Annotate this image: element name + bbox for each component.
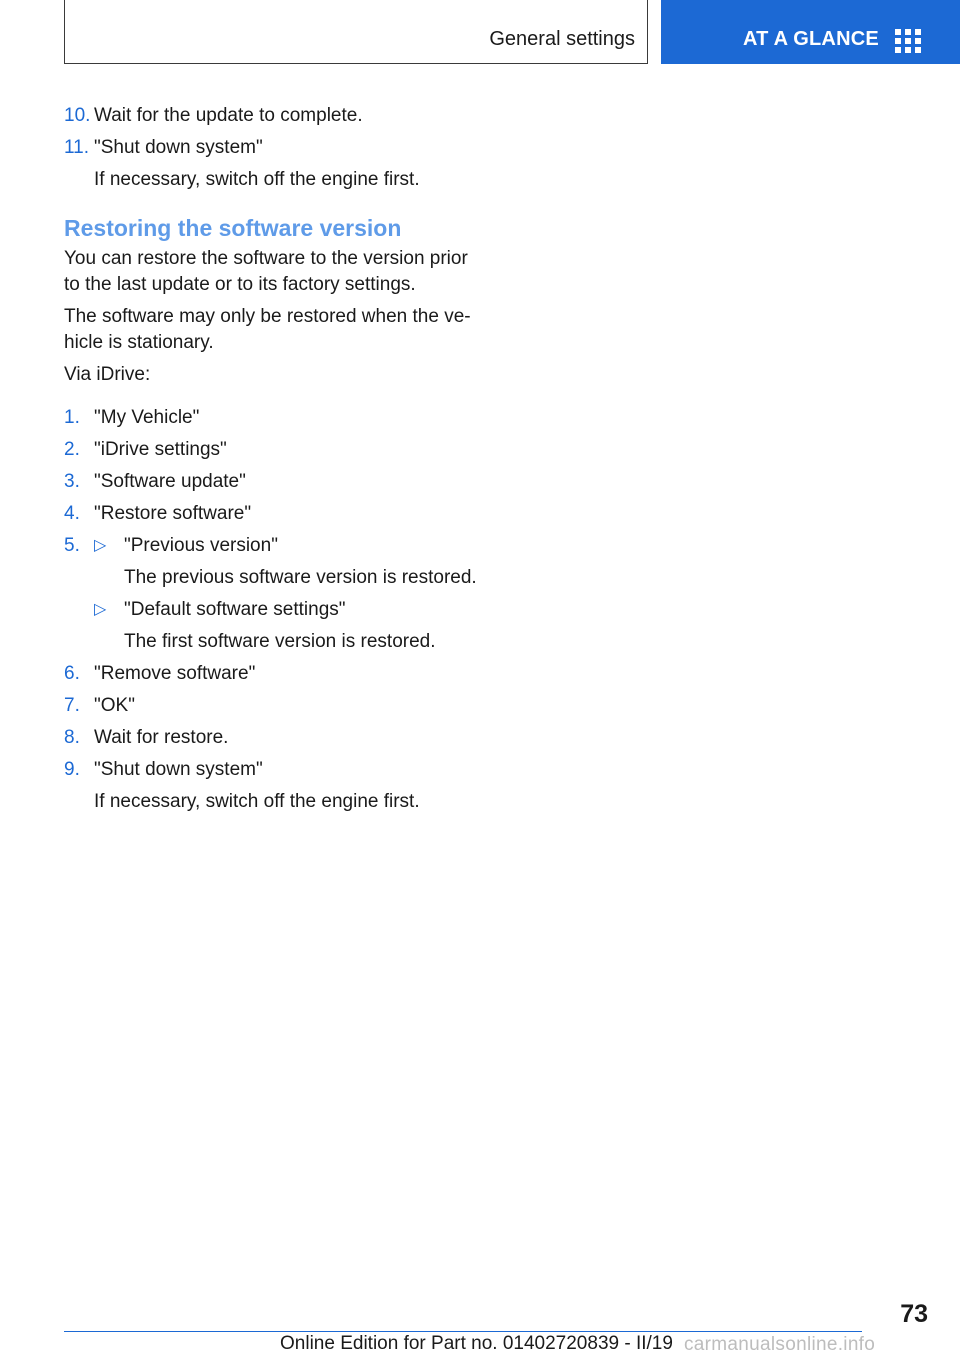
triangle-bullet-icon: ▷ xyxy=(94,601,107,618)
list-item xyxy=(64,530,484,658)
footer-edition: Online Edition for Part no. 01402720839 - II/19 xyxy=(280,1333,673,1354)
step-text: "My Vehicle" xyxy=(94,407,200,428)
paragraph-line: You can restore the software to the version prior xyxy=(64,248,468,269)
step-number: 3. xyxy=(64,471,80,492)
step-text: Wait for the update to complete. xyxy=(94,105,363,126)
step-number: 5. xyxy=(64,535,80,556)
list-item xyxy=(64,132,484,164)
paragraph xyxy=(64,304,484,356)
list-item xyxy=(64,658,484,690)
step-number: 11. xyxy=(64,137,90,158)
step-number: 9. xyxy=(64,759,80,780)
bullet-text: "Previous version" xyxy=(124,535,278,556)
page-number: 73 xyxy=(900,1300,928,1328)
step-number: 7. xyxy=(64,695,80,716)
paragraph-line: The software may only be restored when the ve- xyxy=(64,306,471,327)
watermark: carmanualsonline.info xyxy=(684,1334,876,1355)
list-item xyxy=(64,100,484,132)
footer-divider xyxy=(64,1331,862,1332)
list-item xyxy=(64,402,484,434)
bullet-note: The previous software version is restored. xyxy=(124,567,477,588)
bullet-item xyxy=(94,594,484,626)
list-item xyxy=(64,434,484,466)
page-content xyxy=(64,100,484,818)
list-item xyxy=(64,466,484,498)
step-text: "Restore software" xyxy=(94,503,252,524)
step-number: 10. xyxy=(64,105,91,126)
step-note: If necessary, switch off the engine first. xyxy=(94,791,420,812)
paragraph-line: hicle is stationary. xyxy=(64,332,214,353)
list-item xyxy=(64,722,484,754)
step-number: 6. xyxy=(64,663,80,684)
section-heading: Restoring the software version xyxy=(64,215,402,241)
bullet-note: The first software version is restored. xyxy=(124,631,436,652)
section-title: General settings xyxy=(489,28,635,50)
paragraph-line: to the last update or to its factory settings. xyxy=(64,274,416,295)
bullet-text: "Default software settings" xyxy=(124,599,346,620)
step-text: "Shut down system" xyxy=(94,137,263,158)
step-number: 4. xyxy=(64,503,80,524)
chapter-title: AT A GLANCE xyxy=(743,28,879,50)
via-idrive-label: Via iDrive: xyxy=(64,364,151,385)
step-text: "Software update" xyxy=(94,471,246,492)
step-number: 8. xyxy=(64,727,80,748)
step-note: If necessary, switch off the engine first. xyxy=(94,169,420,190)
list-item xyxy=(64,690,484,722)
list-item xyxy=(64,498,484,530)
step-text: "OK" xyxy=(94,695,135,716)
step-number: 2. xyxy=(64,439,80,460)
triangle-bullet-icon: ▷ xyxy=(94,537,107,554)
header-section-box xyxy=(64,0,648,64)
paragraph xyxy=(64,246,484,298)
step-text: Wait for restore. xyxy=(94,727,229,748)
step-text: "Shut down system" xyxy=(94,759,263,780)
bullet-item xyxy=(94,530,484,562)
step-number: 1. xyxy=(64,407,80,428)
step-text: "iDrive settings" xyxy=(94,439,227,460)
list-item xyxy=(64,754,484,786)
chapter-tab[interactable] xyxy=(661,0,960,64)
grid-icon xyxy=(895,29,921,53)
step-text: "Remove software" xyxy=(94,663,256,684)
